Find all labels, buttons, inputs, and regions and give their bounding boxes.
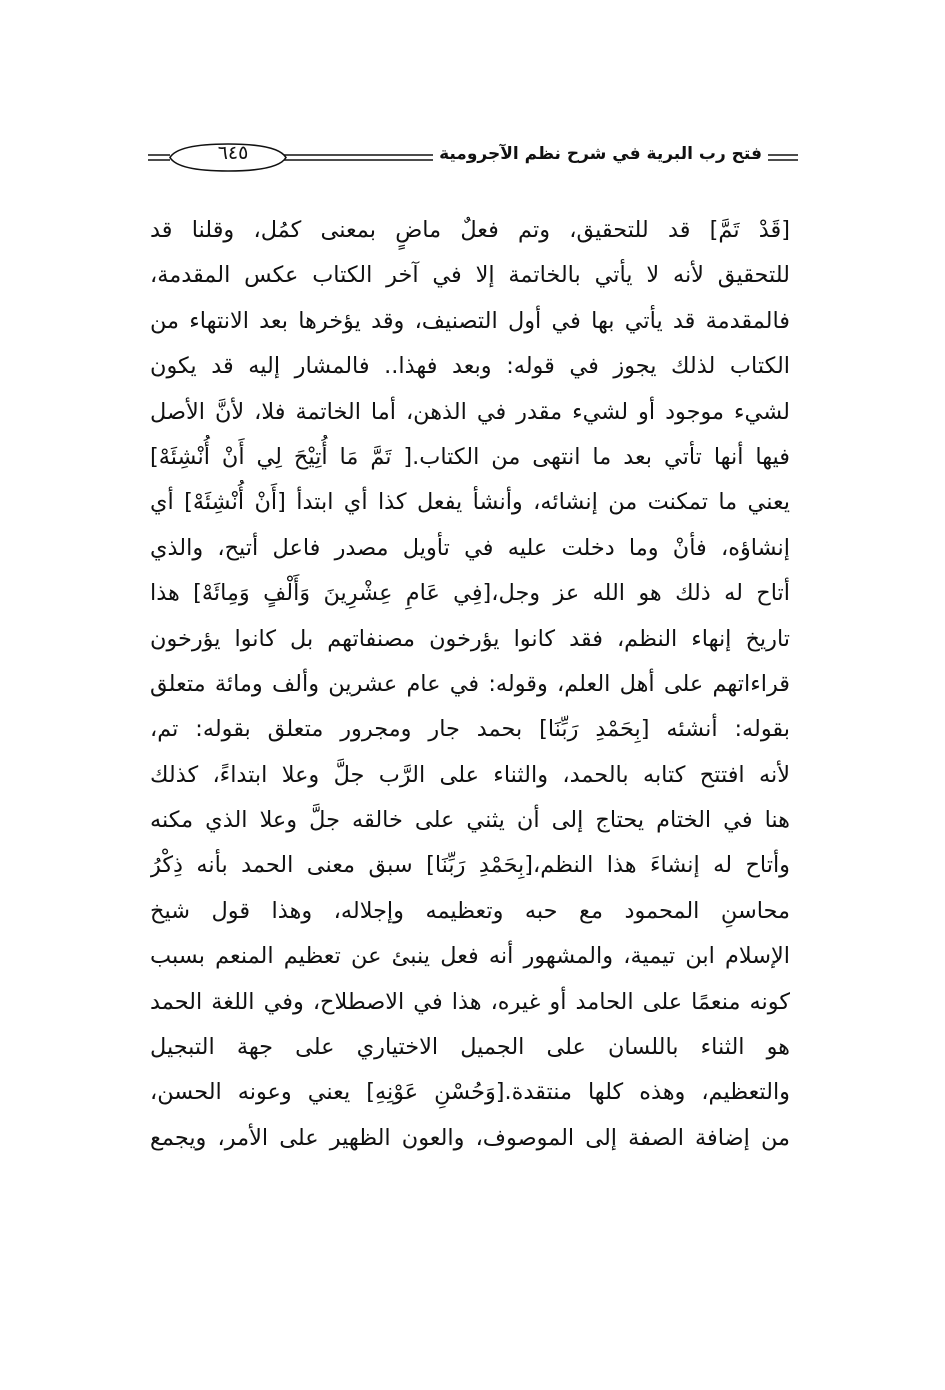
text-line: محاسنِ المحمود مع حبه وتعظيمه وإجلاله، وهذا قول شيخ: [150, 897, 790, 924]
text-line: الكتاب لذلك يجوز في قوله: وبعد فهذا.. فالمشار إليه قد يكون: [150, 353, 790, 380]
body-text: [150, 208, 790, 1161]
text-line: لأنه افتتح كتابه بالحمد، والثناء على الرَّب جلَّ وعلا ابتداءً، كذلك: [150, 761, 790, 788]
text-line: من إضافة الصفة إلى الموصوف، والعون الظهير على الأمر، ويجمع: [150, 1124, 790, 1151]
text-line: الإسلام ابن تيمية، والمشهور أنه فعل ينبئ عن تعظيم المنعم بسبب: [150, 943, 790, 970]
text-line: فالمقدمة قد يأتي بها في أول التصنيف، وقد يؤخرها بعد الانتهاء من: [150, 307, 790, 334]
text-line: للتحقيق لأنه لا يأتي بالخاتمة إلا في آخر الكتاب عكس المقدمة،: [150, 262, 790, 289]
text-line: قراءاتهم على أهل العلم، وقوله: في عام عشرين وألف ومائة متعلق: [150, 670, 790, 697]
text-line: بقوله: أنشئه [بِحَمْدِ رَبِّنَا] بحمد جار ومجرور متعلق بقوله: تم،: [150, 716, 790, 743]
text-line: هنا في الختام يحتاج إلى أن يثني على خالقه جلَّ وعلا الذي مكنه: [150, 807, 790, 834]
page-number: ٦٤٥: [217, 142, 249, 164]
text-line: لشيء موجود أو لشيء مقدر في الذهن، أما الخاتمة فلا، لأنَّ الأصل: [150, 398, 790, 425]
text-line: والتعظيم، وهذه كلها منتقدة.[وَحُسْنِ عَوْنِهِ] يعني وعونه الحسن،: [150, 1079, 790, 1106]
text-line: [قَدْ تَمَّ] قد للتحقيق، وتم فعلٌ ماضٍ بمعنى كمُل، وقلنا قد: [150, 217, 790, 243]
text-line: وأتاح له إنشاءَ هذا النظم،[بِحَمْدِ رَبِّنَا] سبق معنى الحمد بأنه ذِكْرُ: [150, 852, 790, 879]
book-title: فتح رب البرية في شرح نظم الآجرومية: [433, 144, 768, 164]
text-line: أتاح له ذلك هو الله عز وجل،[فِي عَامِ عِشْرِينَ وَأَلْفٍ وَمِائَهْ] هذا: [150, 580, 790, 607]
text-line: إنشاؤه، فأنْ وما دخلت عليه في تأويل مصدر فاعل أتيح، والذي: [150, 534, 790, 561]
text-line: يعني ما تمكنت من إنشائه، وأنشأ يفعل كذا أي ابتدأ [أَنْ أُنْشِئَهْ] أي: [150, 489, 790, 516]
text-line: تاريخ إنهاء النظم، فقد كانوا يؤرخون مصنفاتهم بل كانوا يؤرخون: [150, 625, 790, 652]
running-header: [148, 138, 798, 178]
text-line: هو الثناء باللسان على الجميل الاختياري على جهة التبجيل: [150, 1034, 790, 1061]
text-line: فيها أنها تأتي بعد ما انتهى من الكتاب.[ تَمَّ مَا أُتِيْحَ لِي أَنْ أُنْشِئَهْ]: [150, 443, 790, 470]
text-line: كونه منعمًا على الحامد أو غيره، هذا في الاصطلاح، وفي اللغة الحمد: [150, 988, 790, 1015]
